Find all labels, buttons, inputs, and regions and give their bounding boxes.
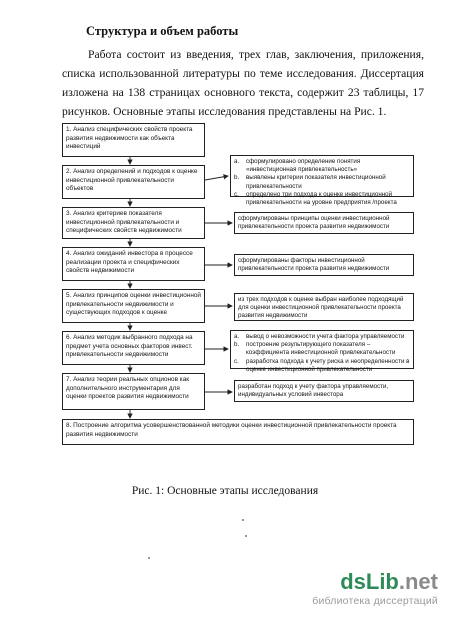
step-2-box xyxy=(62,165,205,199)
dslib-subtitle: библиотека диссертаций xyxy=(312,595,438,607)
dslib-logo: dsLib.net xyxy=(340,569,438,594)
step-7-text: 7. Анализ теории реальных опционов как дополнительного инструментария для оценки проектов развития недвижимости xyxy=(66,376,190,401)
result-2a: a. сформулировано определение понятия «инвестиционная привлекательность» xyxy=(234,158,361,174)
result-4-box: сформулированы факторы инвестиционной привлекательности проекта развития недвижимости xyxy=(234,254,414,276)
step-3-text: 3. Анализ критериев показателя инвестиционной привлекательности и специфических свойств недвижимости xyxy=(66,210,182,235)
step-8-text: 8. Построение алгоритма усовершенствованной методики оценки инвестиционной привлекательности проекта развития недвижимости xyxy=(66,422,397,438)
result-2c: c. определено три подхода к оценке инвестиционной привлекательности на уровне предприятия /проекта xyxy=(234,190,397,207)
step-6-text: 6. Анализ методик выбранного подхода на предмет учета основных факторов инвест. привлекательности недвижимости xyxy=(66,334,193,359)
result-6a: a. вывод о невозможности учета фактора управляемости xyxy=(234,333,405,340)
step-6-box xyxy=(62,331,205,365)
result-2-box xyxy=(230,155,414,207)
scan-speck xyxy=(245,535,247,537)
step-3-box xyxy=(62,207,205,239)
result-3-box: сформулированы принципы оценки инвестиционной привлекательности проекта развития недвижимости xyxy=(234,212,414,234)
step-1-text: 1. Анализ специфических свойств проекта развития недвижимости как объекта инвестиций xyxy=(66,126,193,151)
result-6-box xyxy=(230,330,414,373)
result-7-box: разработан подход к учету фактора управляемости, индивидуальных условий инвестора xyxy=(234,380,414,402)
scan-speck xyxy=(148,557,150,559)
step-1-box xyxy=(62,123,205,157)
step-5-text: 5. Анализ принципов оценки инвестиционной привлекательности недвижимости и существующих подходов к оценке xyxy=(66,292,201,317)
scan-speck xyxy=(242,519,244,521)
step-2-text: 2. Анализ определений и подходов к оценке инвестиционной привлекательности объектов xyxy=(66,168,198,193)
result-2b: b. выявлены критерии показателя инвестиционной привлекательности xyxy=(234,174,386,190)
result-6b: b. построение результирующего показателя – коэффициента инвестиционной привлекательности xyxy=(234,341,396,357)
result-5-box: из трех подходов к оценке выбран наиболее подходящий для оценки инвестиционной привлекательности проекта развития недвижимости xyxy=(234,293,414,321)
step-4-box xyxy=(62,247,205,281)
paragraph-text: Работа состоит из введения, трех глав, заключения, приложения, списка использованной литературы по теме исследования. Диссертация изложена на 138 страницах основного текста, содержит 23 таблицы, 17 рисунков. Основные этапы исследования представлены на Рис. 1. xyxy=(62,48,424,118)
step-7-box xyxy=(62,373,205,410)
result-6c: c. разработка подхода к учету риска и неопределенности в оценке инвестиционной привлекательности xyxy=(234,357,410,373)
figure-caption: Рис. 1: Основные этапы исследования xyxy=(131,485,319,497)
section-heading: Структура и объем работы xyxy=(86,24,239,38)
step-8-box xyxy=(62,419,414,445)
step-5-box xyxy=(62,289,205,323)
step-4-text: 4. Анализ ожиданий инвестора в процессе реализации проекта и специфических свойств недвижимости xyxy=(66,250,193,275)
